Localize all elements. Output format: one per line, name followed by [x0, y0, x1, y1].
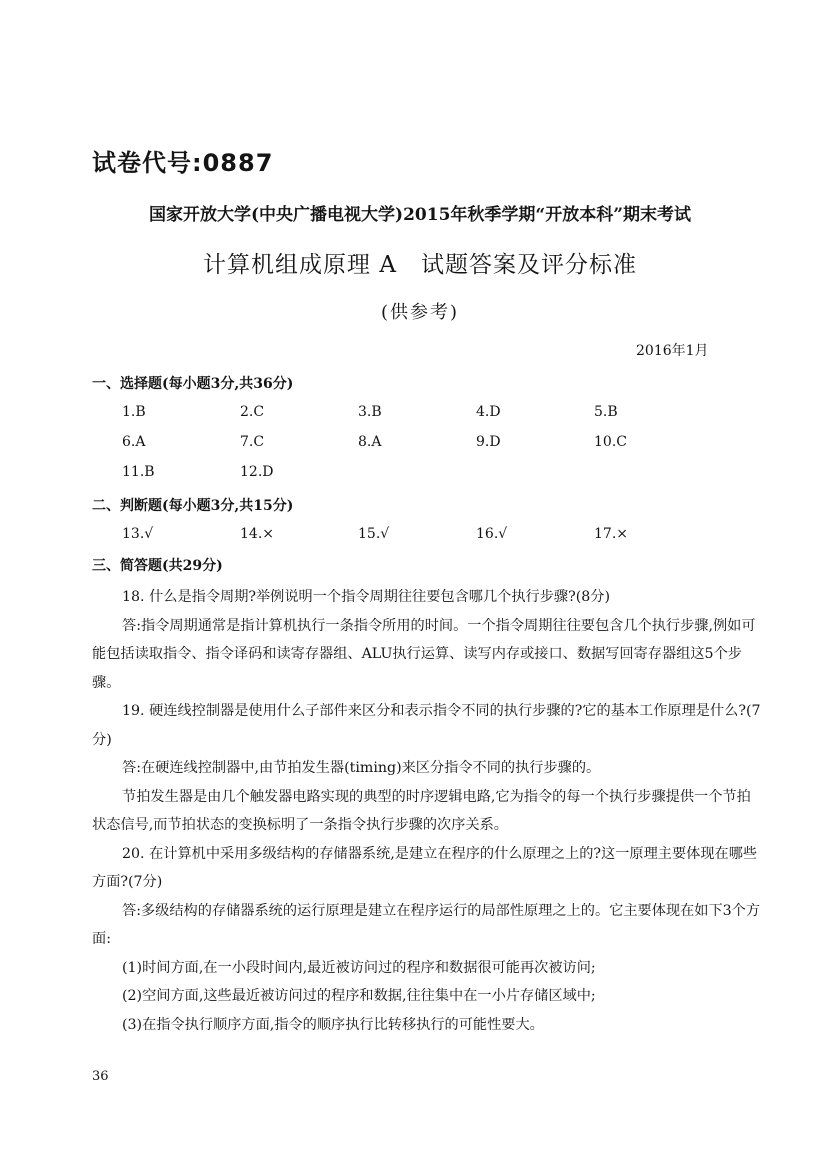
question-text: 18. 什么是指令周期?举例说明一个指令周期往往要包含哪几个执行步骤?(8分) [122, 589, 611, 605]
answer-item: 7.C [240, 434, 265, 450]
answer-item: 3.B [358, 404, 382, 420]
short-answer-body [92, 583, 762, 1039]
answer-item: 5.B [594, 404, 618, 420]
answer-item: 17.× [594, 526, 628, 542]
answer-item: 16.√ [476, 526, 508, 542]
answer-point: (1)时间方面,在一小段时间内,最近被访问过的程序和数据很可能再次被访问; [122, 959, 596, 976]
answer-item: 10.C [594, 434, 627, 450]
exam-date: 2016年1月 [636, 343, 709, 359]
section-heading-short-answer: 三、简答题(共29分) [92, 558, 223, 574]
answer-item: 13.√ [122, 526, 154, 542]
answer-text: 节拍发生器是由几个触发器电路实现的典型的时序逻辑电路,它为指令的每一个执行步骤提供一个节拍状态信号,而节拍状态的变换标明了一条指令执行步骤的次序关系。 [92, 788, 751, 833]
section-heading-judgement: 二、判断题(每小题3分,共15分) [92, 498, 294, 514]
answer-item: 4.D [476, 404, 501, 420]
paper-code: 试卷代号:0887 [92, 149, 274, 177]
answer-item: 11.B [122, 464, 155, 480]
answer-text: 答:指令周期通常是指计算机执行一条指令所用的时间。一个指令周期往往要包含几个执行步骤,例如可能包括读取指令、指令译码和读寄存器组、ALU执行运算、读写内存或接口、数据写回寄存器组这5个步骤。 [92, 617, 756, 691]
exam-heading: 国家开放大学(中央广播电视大学)2015年秋季学期“开放本科”期末考试 [149, 205, 691, 225]
answer-text: 答:在硬连线控制器中,由节拍发生器(timing)来区分指令不同的执行步骤的。 [122, 760, 601, 776]
answer-item: 2.C [240, 404, 265, 420]
question-text: 19. 硬连线控制器是使用什么子部件来区分和表示指令不同的执行步骤的?它的基本工作原理是什么?(7分) [92, 703, 761, 748]
answer-item: 6.A [122, 434, 146, 450]
answer-item: 9.D [476, 434, 501, 450]
page-number: 36 [92, 1069, 109, 1084]
answer-item: 12.D [240, 464, 274, 480]
answer-item: 15.√ [358, 526, 390, 542]
course-title: 计算机组成原理 A 试题答案及评分标准 [203, 252, 637, 278]
question-text: 20. 在计算机中采用多级结构的存储器系统,是建立在程序的什么原理之上的?这一原理主要体现在哪些方面?(7分) [92, 845, 758, 890]
answer-item: 8.A [358, 434, 382, 450]
answer-text: 答:多级结构的存储器系统的运行原理是建立在程序运行的局部性原理之上的。它主要体现在如下3个方面: [92, 902, 761, 947]
answer-point: (2)空间方面,这些最近被访问过的程序和数据,往往集中在一小片存储区域中; [122, 988, 596, 1004]
answer-item: 14.× [240, 526, 274, 542]
answer-item: 1.B [122, 404, 146, 420]
reference-note: (供参考) [380, 302, 460, 323]
section-heading-choice: 一、选择题(每小题3分,共36分) [92, 376, 294, 392]
answer-point: (3)在指令执行顺序方面,指令的顺序执行比转移执行的可能性要大。 [122, 1016, 544, 1033]
